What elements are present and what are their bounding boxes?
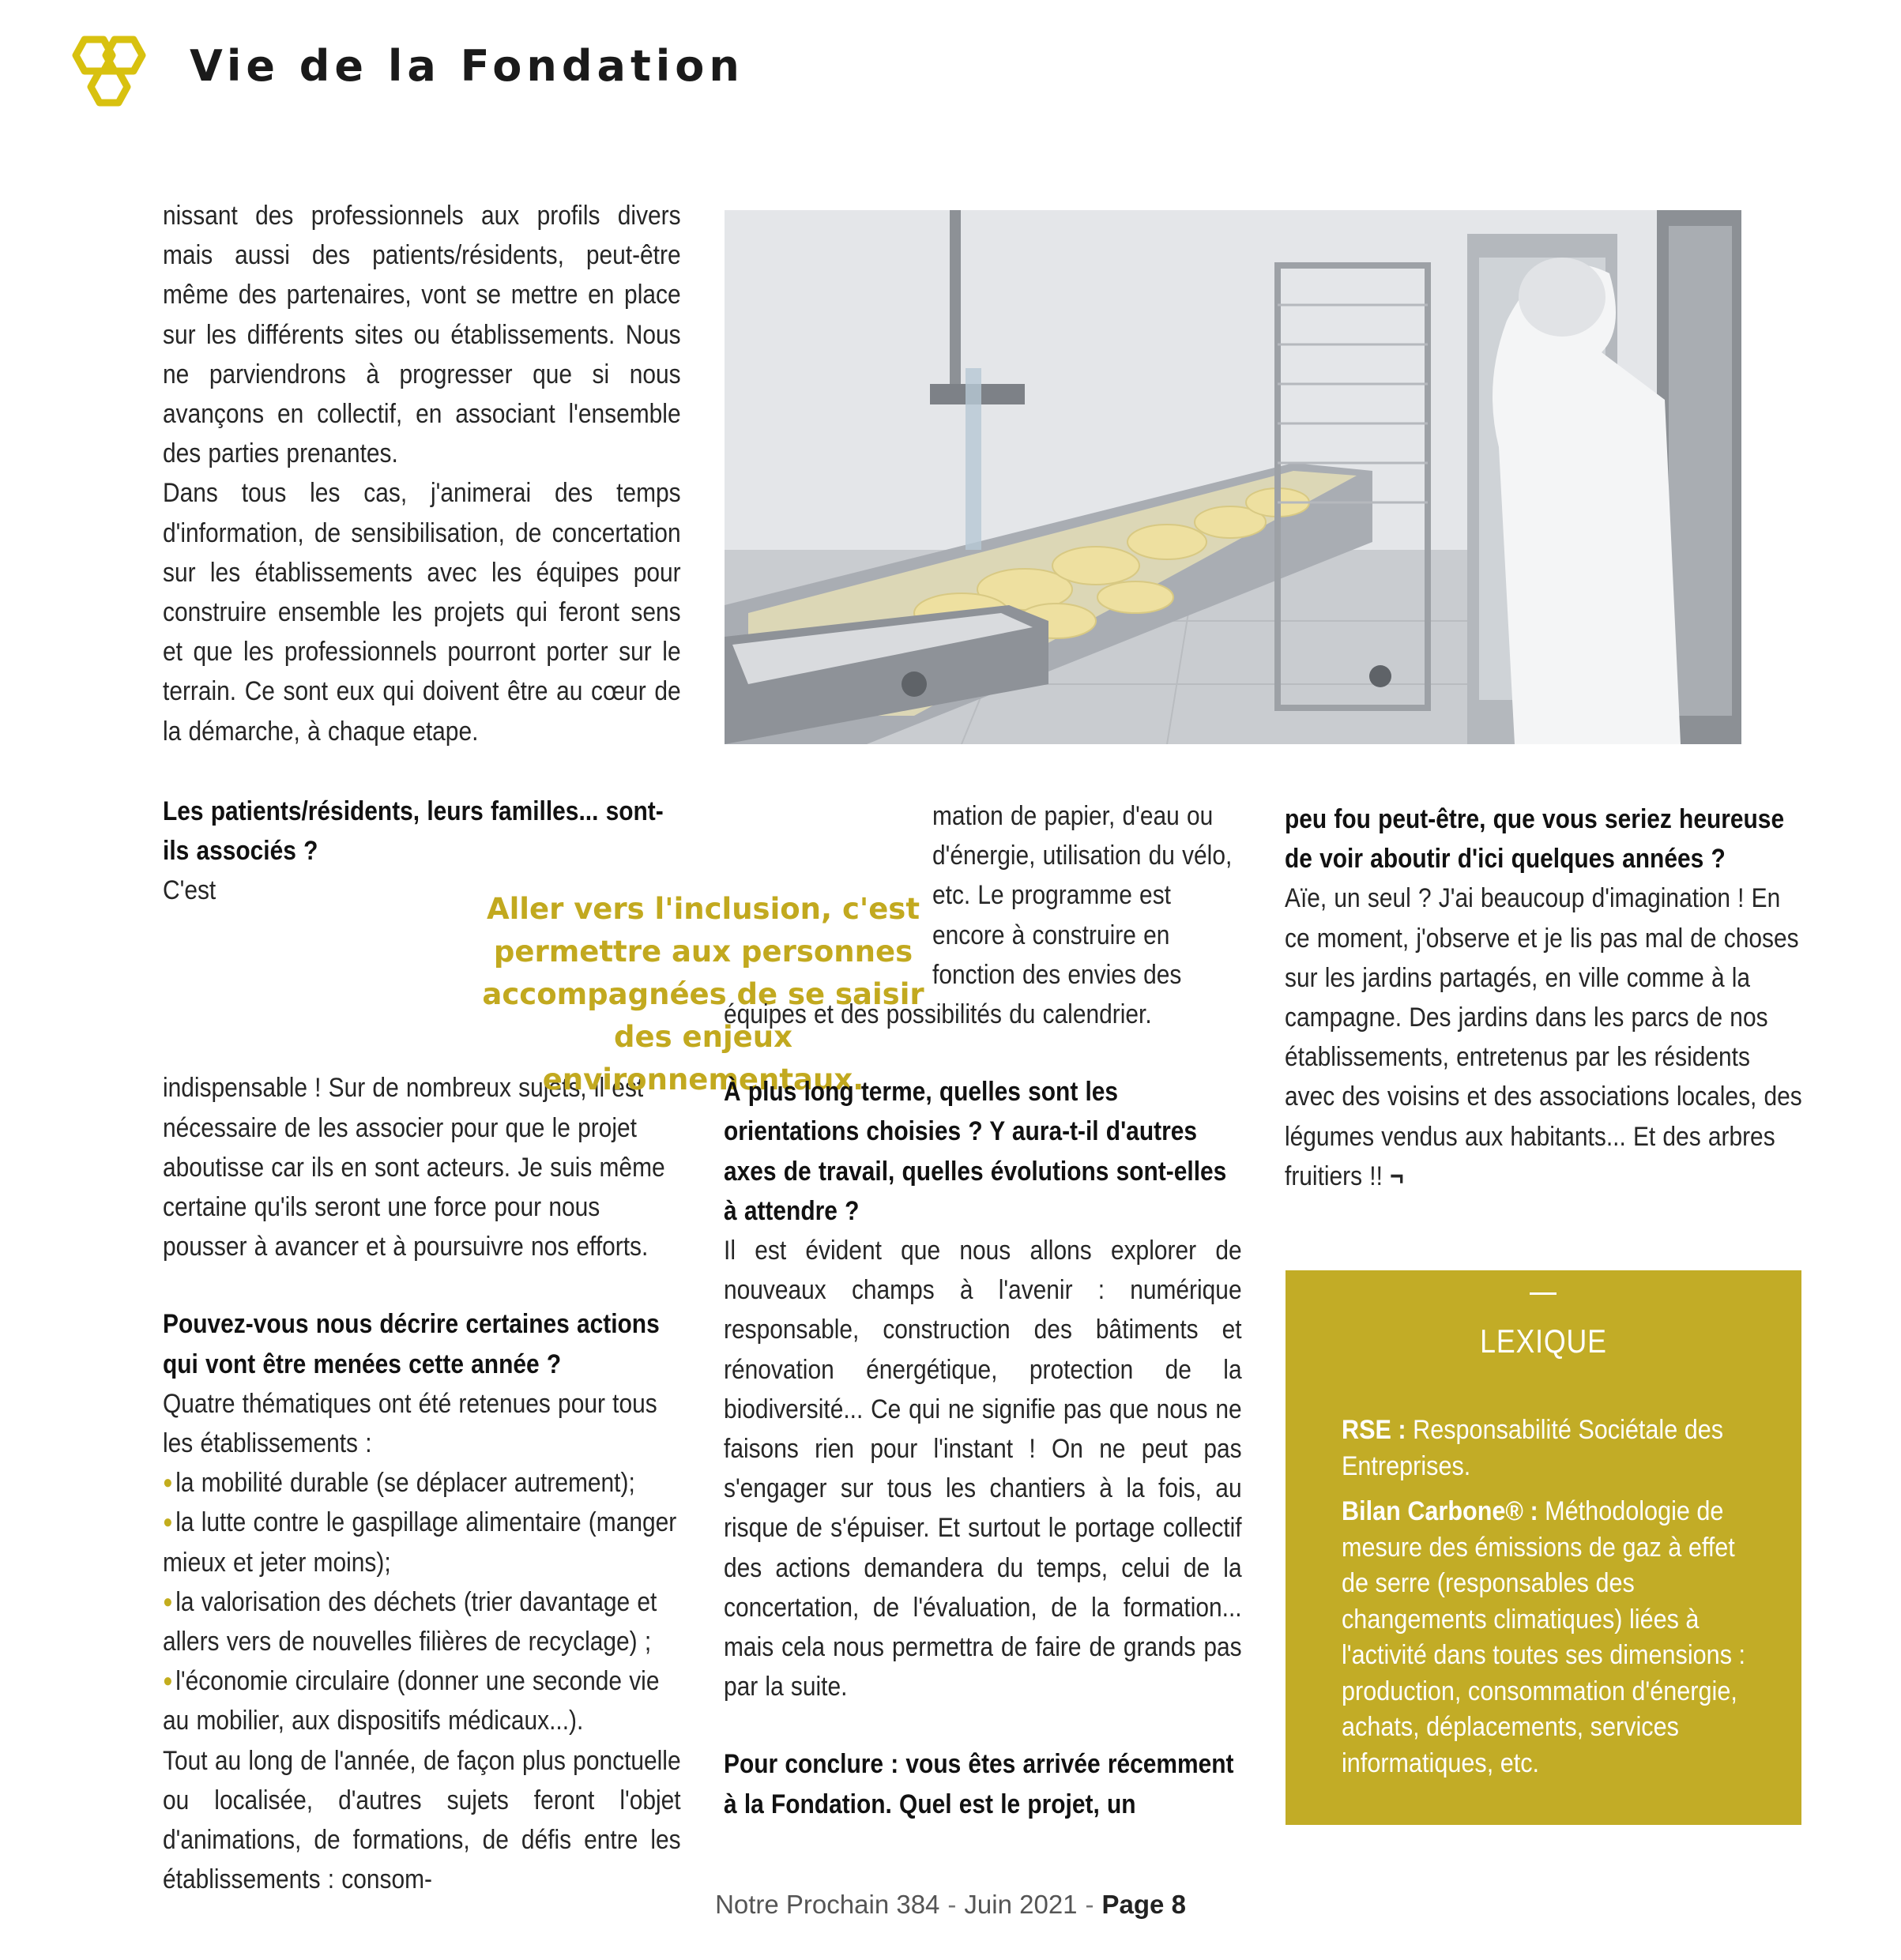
- bullet-icon: ●: [163, 1472, 173, 1494]
- paragraph: Tout au long de l'année, de façon plus ponctuelle ou localisée, d'autres sujets feront l'objet d'animations, de formations, de défis entre les établissements : consom-: [163, 1745, 681, 1895]
- pull-quote-space: [724, 875, 932, 994]
- lexique-entry: RSE : Responsabilité Sociétale des Entreprises.: [1342, 1415, 1724, 1481]
- list-item: ● la mobilité durable (se déplacer autrement);: [163, 1468, 635, 1499]
- column-1-top: [163, 196, 681, 751]
- interview-question: À plus long terme, quelles sont les orientations choisies ? Y aura-t-il d'autres axes de travail, quelles évolutions sont-elles à attendre ?: [724, 1077, 1227, 1226]
- answer-text: C'est indispensable ! Sur de nombreux sujets, il est nécessaire de les associer pour que le projet aboutisse car ils en sont acteurs. Je suis même certaine qu'ils seront une force pour nous pousser à avancer et à poursuivre nos efforts.: [163, 875, 665, 1262]
- lexique-entry: Bilan Carbone® : Méthodologie de mesure des émissions de gaz à effet de serre (responsables des changements climatiques) liées à l'activité dans toutes ses dimensions : production, consommation d'énergie, achats, déplacements, services informatiques, etc.: [1342, 1496, 1746, 1778]
- list-item: ● l'économie circulaire (donner une seconde vie au mobilier, aux dispositifs médicaux...).: [163, 1666, 660, 1736]
- bullet-icon: ●: [163, 1590, 173, 1612]
- continuation-text: mation de papier, d'eau ou d'énergie, utilisation du vélo, etc. Le programme est encore à construire en fonction des envies des équipes et des possibilités du calendrier.: [724, 801, 1233, 1030]
- lexique-entries: [1342, 1413, 1768, 1791]
- lexique-term: Bilan Carbone®: [1342, 1496, 1523, 1526]
- paragraph: Quatre thématiques ont été retenues pour tous les établissements :: [163, 1388, 657, 1459]
- end-mark-icon: ¬: [1390, 1161, 1404, 1191]
- answer-text: Aïe, un seul ? J'ai beaucoup d'imagination ! En ce moment, j'observe et je lis pas mal de choses sur les jardins partagés, en ville comme à la campagne. Des jardins dans les parcs de nos établissements, entretenus par les résidents avec des voisins et des associations locales, des légumes vendus aux habitants... Et des arbres fruitiers !!: [1285, 883, 1802, 1191]
- interview-answer: [1285, 878, 1803, 1196]
- bullet-icon: ●: [163, 1670, 173, 1692]
- list-item: ● la lutte contre le gaspillage alimentaire (manger mieux et jeter moins);: [163, 1507, 677, 1578]
- spacer: [724, 1034, 1242, 1072]
- lexique-term: RSE: [1342, 1415, 1391, 1445]
- page-number: Page 8: [1101, 1890, 1186, 1919]
- divider: [1530, 1292, 1557, 1295]
- interview-question: Les patients/résidents, leurs familles... sont-ils associés ?: [163, 796, 664, 867]
- publication-date: Juin 2021: [964, 1890, 1078, 1919]
- lexique-definition: Responsabilité Sociétale des Entreprises.: [1342, 1415, 1724, 1481]
- paragraph: Dans tous les cas, j'animerai des temps d'information, de sensibilisation, de concertation sur les établissements avec les équipes pour construire ensemble les projets qui feront sens et que les professionnels pourront porter sur le terrain. Ce sont eux qui doivent être au cœur de la démarche, à chaque etape.: [163, 478, 681, 747]
- list-item: ● la valorisation des déchets (trier davantage et allers vers de nouvelles filières de recyclage) ;: [163, 1586, 657, 1657]
- page-footer: Notre Prochain 384 - Juin 2021 - Page 8: [715, 1890, 1186, 1919]
- paragraph: nissant des professionnels aux profils divers mais aussi des patients/résidents, peut-être même des partenaires, vont se mettre en place sur les différents sites ou établissements. Nous ne parviendrons à progresser que si nous avançons en collectif, en associant l'ensemble des parties prenantes.: [163, 201, 681, 469]
- lexique-box: [1286, 1270, 1801, 1825]
- kitchen-illustration: [725, 210, 1741, 744]
- interview-question: peu fou peut-être, que vous seriez heureuse de voir aboutir d'ici quelques années ?: [1285, 804, 1785, 875]
- bullet-icon: ●: [163, 1511, 173, 1533]
- lexique-definition: Méthodologie de mesure des émissions de gaz à effet de serre (responsables des changements climatiques) liées à l'activité dans toutes ses dimensions : production, consommation d'énergie, achats, déplacements, services informatiques, etc.: [1342, 1496, 1746, 1778]
- column-2: [724, 796, 1242, 1824]
- spacer: [724, 1706, 1242, 1744]
- interview-answer: Il est évident que nous allons explorer de nouveaux champs à l'avenir : numérique responsable, construction des bâtiments et rénovation énergétique, protection de la biodiversité... Ce qui ne signifie pas que nous ne faisons rien pour l'instant ! On ne peut pas s'engager sur tous les chantiers à la fois, au risque de s'épuiser. Et surtout le portage collectif des actions demandera du temps, celui de la concertation, de l'évaluation, de la formation... mais cela nous permettra de faire de grands pas par la suite.: [724, 1236, 1242, 1702]
- interview-question: Pouvez-vous nous décrire certaines actions qui vont être menées cette année ?: [163, 1309, 660, 1379]
- paragraph: [724, 796, 1242, 1034]
- fondation-logo-icon: [58, 33, 150, 115]
- column-3: [1285, 799, 1803, 1196]
- interview-question: Pour conclure : vous êtes arrivée récemment à la Fondation. Quel est le projet, un: [724, 1749, 1234, 1819]
- pull-quote: Aller vers l'inclusion, c'est permettre aux personnes accompagnées de se saisir des enjeux environnementaux.: [482, 892, 924, 1097]
- kitchen-photo: [725, 210, 1741, 744]
- lexique-title: LEXIQUE: [1480, 1322, 1607, 1360]
- section-title: Vie de la Fondation: [190, 41, 744, 91]
- spacer: [163, 1266, 681, 1304]
- publication-name: Notre Prochain 384: [715, 1890, 940, 1919]
